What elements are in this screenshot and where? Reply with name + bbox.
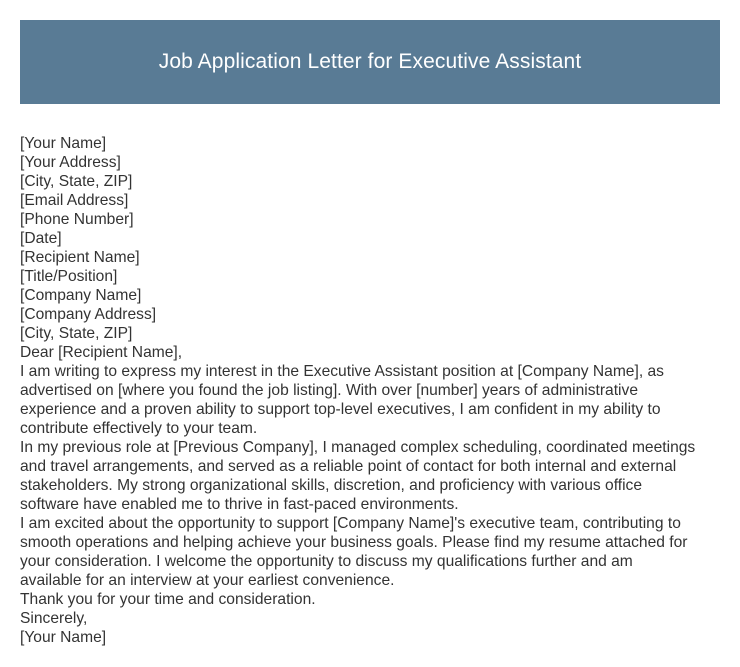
paragraph-line: available for an interview at your earliest convenience. — [20, 572, 395, 589]
paragraph-line: your consideration. I welcome the opportunity to discuss my qualifications further and am — [20, 553, 633, 570]
sender-address: [Your Address] — [20, 154, 121, 171]
letter-body — [20, 134, 720, 647]
paragraph-line: stakeholders. My strong organizational skills, discretion, and proficiency with various office — [20, 477, 643, 494]
letter-date: [Date] — [20, 230, 62, 247]
signature: [Your Name] — [20, 629, 107, 646]
sender-city-state-zip: [City, State, ZIP] — [20, 173, 133, 190]
recipient-company: [Company Name] — [20, 287, 142, 304]
paragraph-line: experience and a proven ability to support top-level executives, I am confident in my ability to — [20, 401, 661, 418]
thanks-line: Thank you for your time and consideration. — [20, 591, 316, 608]
recipient-company-address: [Company Address] — [20, 306, 157, 323]
paragraph-line: contribute effectively to your team. — [20, 420, 258, 437]
sender-phone: [Phone Number] — [20, 211, 134, 228]
page-title: Job Application Letter for Executive Assistant — [158, 50, 582, 73]
letter-header-banner — [20, 20, 720, 104]
paragraph-line: software have enabled me to thrive in fast-paced environments. — [20, 496, 459, 513]
salutation: Dear [Recipient Name], — [20, 344, 183, 361]
paragraph-experience — [20, 438, 720, 514]
recipient-title: [Title/Position] — [20, 268, 118, 285]
paragraph-intro — [20, 362, 720, 438]
paragraph-line: smooth operations and helping achieve your business goals. Please find my resume attached for — [20, 534, 688, 551]
recipient-name: [Recipient Name] — [20, 249, 140, 266]
sender-email: [Email Address] — [20, 192, 129, 209]
paragraph-line: I am writing to express my interest in the Executive Assistant position at [Company Name], as — [20, 363, 664, 380]
paragraph-line: I am excited about the opportunity to support [Company Name]'s executive team, contributing to — [20, 515, 681, 532]
recipient-city-state-zip: [City, State, ZIP] — [20, 325, 133, 342]
recipient-block — [20, 248, 720, 343]
sender-block — [20, 134, 720, 248]
sender-name: [Your Name] — [20, 135, 107, 152]
paragraph-line: and travel arrangements, and served as a reliable point of contact for both internal and external — [20, 458, 677, 475]
closing: Sincerely, — [20, 610, 88, 627]
paragraph-line: advertised on [where you found the job listing]. With over [number] years of administrative — [20, 382, 638, 399]
paragraph-line: In my previous role at [Previous Company], I managed complex scheduling, coordinated meetings — [20, 439, 696, 456]
paragraph-closing-pitch — [20, 514, 720, 590]
